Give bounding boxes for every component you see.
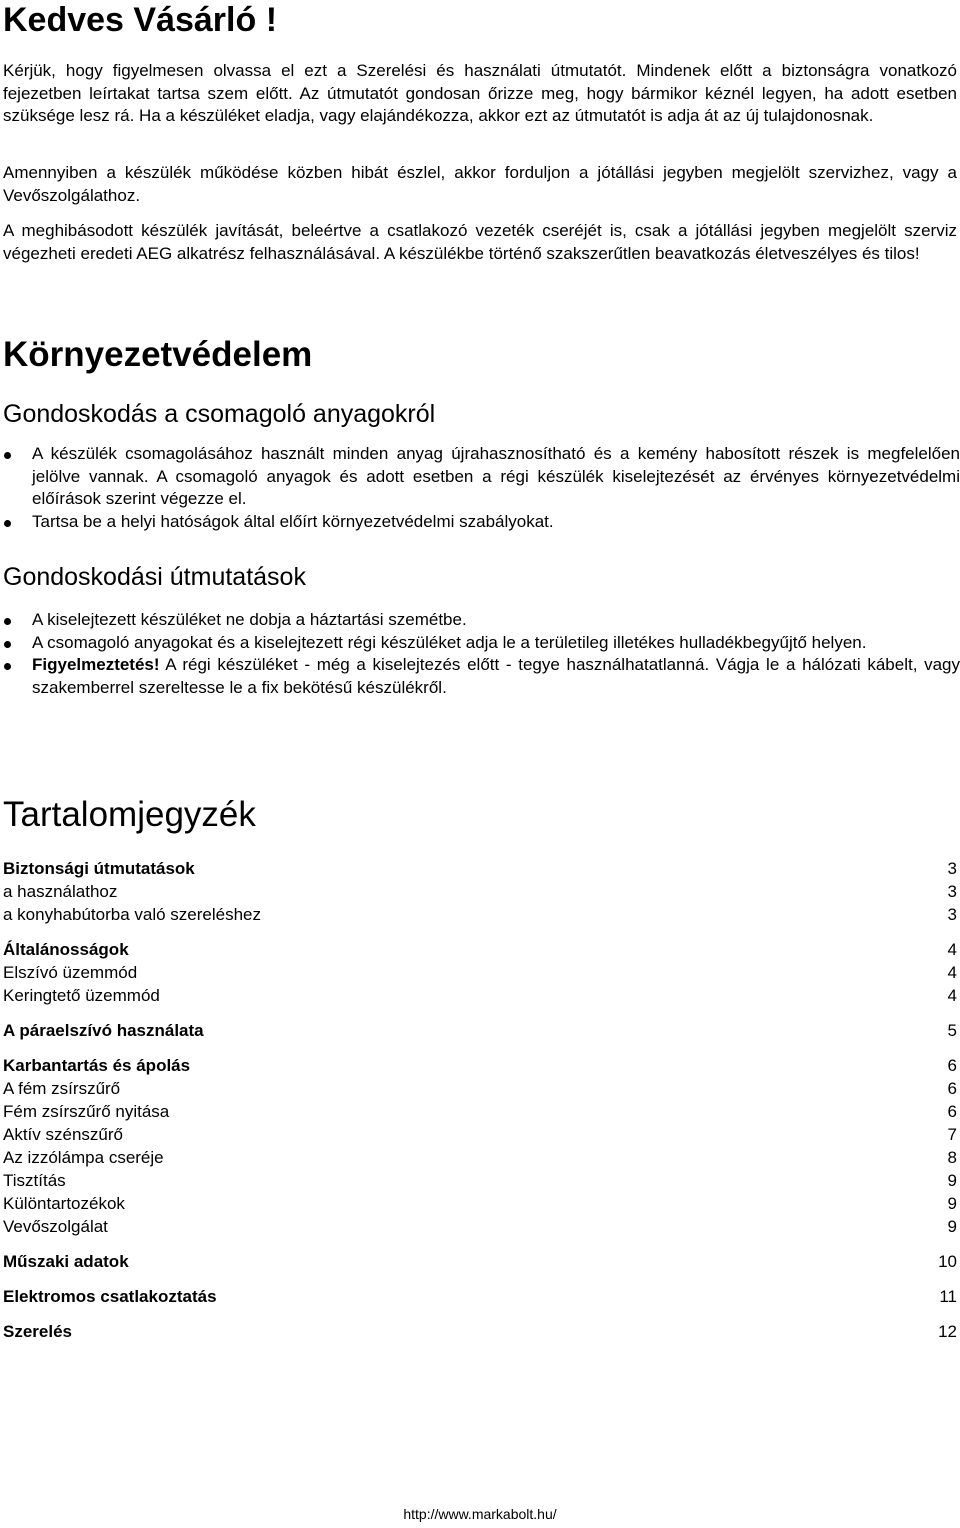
- toc-group: [3, 1320, 957, 1343]
- toc-entry-row[interactable]: [3, 1123, 957, 1146]
- toc-entry-row[interactable]: [3, 1100, 957, 1123]
- toc-page-number: 9: [947, 1171, 957, 1190]
- toc-section-row[interactable]: [3, 1019, 957, 1042]
- toc-page-number: 4: [947, 940, 957, 959]
- disposal-heading: Gondoskodási útmutatások: [3, 563, 306, 591]
- toc-page-number: 9: [947, 1194, 957, 1213]
- toc-entry-label: Aktív szénszűrő: [3, 1125, 123, 1144]
- list-item: A készülék csomagolásához használt minden anyag újrahasznosítható és a kemény habosított részek is megfelelően jelölve vannak. A csomagoló anyagok és adott esetben a régi készülék kiselejtezését az érvényes környezetvédelmi előírások szerint végezze el.: [3, 443, 960, 511]
- intro-paragraph-2: Amennyiben a készülék működése közben hibát észlel, akkor forduljon a jótállási jegyben megjelölt szervizhez, vagy a Vevőszolgálathoz.: [3, 163, 957, 205]
- toc-page-number: 3: [947, 859, 957, 878]
- toc-entry-label: Különtartozékok: [3, 1194, 125, 1213]
- toc-page-number: 8: [947, 1148, 957, 1167]
- toc-page-number: 4: [947, 963, 957, 982]
- toc-page-number: 10: [938, 1252, 957, 1271]
- toc-group: [3, 1054, 957, 1238]
- packaging-list: [3, 443, 960, 533]
- toc-section-title: Elektromos csatlakoztatás: [3, 1287, 217, 1306]
- toc-group: [3, 857, 957, 926]
- disposal-list: [3, 609, 960, 699]
- toc-section-title: Biztonsági útmutatások: [3, 859, 195, 878]
- intro-paragraph-3: A meghibásodott készülék javítását, beleértve a csatlakozó vezeték cseréjét is, csak a jótállási jegyben megjelölt szerviz végezheti eredeti AEG alkatrész felhasználásával. A készülékbe történő szakszerűtlen beavatkozás életveszélyes és tilos!: [3, 221, 957, 263]
- list-item: Tartsa be a helyi hatóságok által előírt környezetvédelmi szabályokat.: [3, 511, 960, 534]
- toc-page-number: 11: [939, 1287, 957, 1306]
- footer-url[interactable]: [0, 1506, 960, 1522]
- toc-entry-row[interactable]: [3, 1215, 957, 1238]
- warning-label: Figyelmeztetés!: [32, 655, 160, 674]
- toc-section-row[interactable]: [3, 1054, 957, 1077]
- table-of-contents: [3, 857, 957, 1355]
- toc-page-number: 3: [947, 905, 957, 924]
- toc-section-title: A páraelszívó használata: [3, 1021, 204, 1040]
- toc-entry-label: a konyhabútorba való szereléshez: [3, 905, 261, 924]
- toc-section-row[interactable]: [3, 1285, 957, 1308]
- toc-entry-row[interactable]: [3, 1192, 957, 1215]
- toc-entry-label: Keringtető üzemmód: [3, 986, 160, 1005]
- environment-heading: Környezetvédelem: [3, 335, 313, 374]
- toc-entry-row[interactable]: [3, 961, 957, 984]
- toc-page-number: 9: [947, 1217, 957, 1236]
- toc-group: [3, 1019, 957, 1042]
- toc-heading: Tartalomjegyzék: [3, 795, 256, 834]
- toc-section-title: Általánosságok: [3, 940, 129, 959]
- toc-section-title: Műszaki adatok: [3, 1252, 129, 1271]
- toc-section-row[interactable]: [3, 938, 957, 961]
- toc-entry-row[interactable]: [3, 1146, 957, 1169]
- toc-page-number: 5: [947, 1021, 957, 1040]
- list-item-warning: [3, 654, 960, 699]
- toc-page-number: 7: [947, 1125, 957, 1144]
- toc-entry-row[interactable]: [3, 1169, 957, 1192]
- toc-group: [3, 1250, 957, 1273]
- toc-page-number: 6: [947, 1102, 957, 1121]
- toc-section-row[interactable]: [3, 1250, 957, 1273]
- toc-section-title: Szerelés: [3, 1322, 72, 1341]
- page-title: Kedves Vásárló !: [3, 1, 278, 39]
- intro-paragraph-1: Kérjük, hogy figyelmesen olvassa el ezt a Szerelési és használati útmutatót. Mindenek előtt a biztonságra vonatkozó fejezetben leírtakat tartsa szem előtt. Az útmutatót gondosan őrizze meg, hogy bármikor kéznél legyen, ha adott esetben szüksége lesz rá. Ha a készüléket eladja, vagy elajándékozza, akkor ezt az útmutatót is adja át az új tulajdonosnak.: [3, 61, 957, 125]
- toc-entry-label: Elszívó üzemmód: [3, 963, 138, 982]
- toc-page-number: 3: [947, 882, 957, 901]
- toc-entry-label: Vevőszolgálat: [3, 1217, 108, 1236]
- toc-section-title: Karbantartás és ápolás: [3, 1056, 191, 1075]
- toc-group: [3, 938, 957, 1007]
- toc-entry-label: Az izzólámpa cseréje: [3, 1148, 164, 1167]
- toc-section-row[interactable]: [3, 1320, 957, 1343]
- toc-entry-row[interactable]: [3, 1077, 957, 1100]
- toc-section-row[interactable]: [3, 857, 957, 880]
- warning-text: A régi készüléket - még a kiselejtezés előtt - tegye használhatatlanná. Vágja le a hálózati kábelt, vagy szakemberrel szereltesse le a fix bekötésű készülékről.: [32, 655, 960, 697]
- toc-page-number: 6: [947, 1079, 957, 1098]
- list-item: A csomagoló anyagokat és a kiselejtezett régi készüléket adja le a területileg illetékes hulladékbegyűjtő helyen.: [3, 632, 960, 655]
- toc-page-number: 4: [947, 986, 957, 1005]
- toc-entry-label: Tisztítás: [3, 1171, 66, 1190]
- footer-link-text[interactable]: http://www.markabolt.hu/: [403, 1506, 557, 1522]
- packaging-heading: Gondoskodás a csomagoló anyagokról: [3, 400, 436, 428]
- toc-entry-row[interactable]: [3, 903, 957, 926]
- toc-entry-label: A fém zsírszűrő: [3, 1079, 121, 1098]
- list-item: A kiselejtezett készüléket ne dobja a háztartási szemétbe.: [3, 609, 960, 632]
- toc-entry-row[interactable]: [3, 880, 957, 903]
- toc-page-number: 6: [947, 1056, 957, 1075]
- toc-entry-label: Fém zsírszűrő nyitása: [3, 1102, 170, 1121]
- toc-page-number: 12: [938, 1322, 957, 1341]
- toc-entry-label: a használathoz: [3, 882, 118, 901]
- toc-entry-row[interactable]: [3, 984, 957, 1007]
- toc-group: [3, 1285, 957, 1308]
